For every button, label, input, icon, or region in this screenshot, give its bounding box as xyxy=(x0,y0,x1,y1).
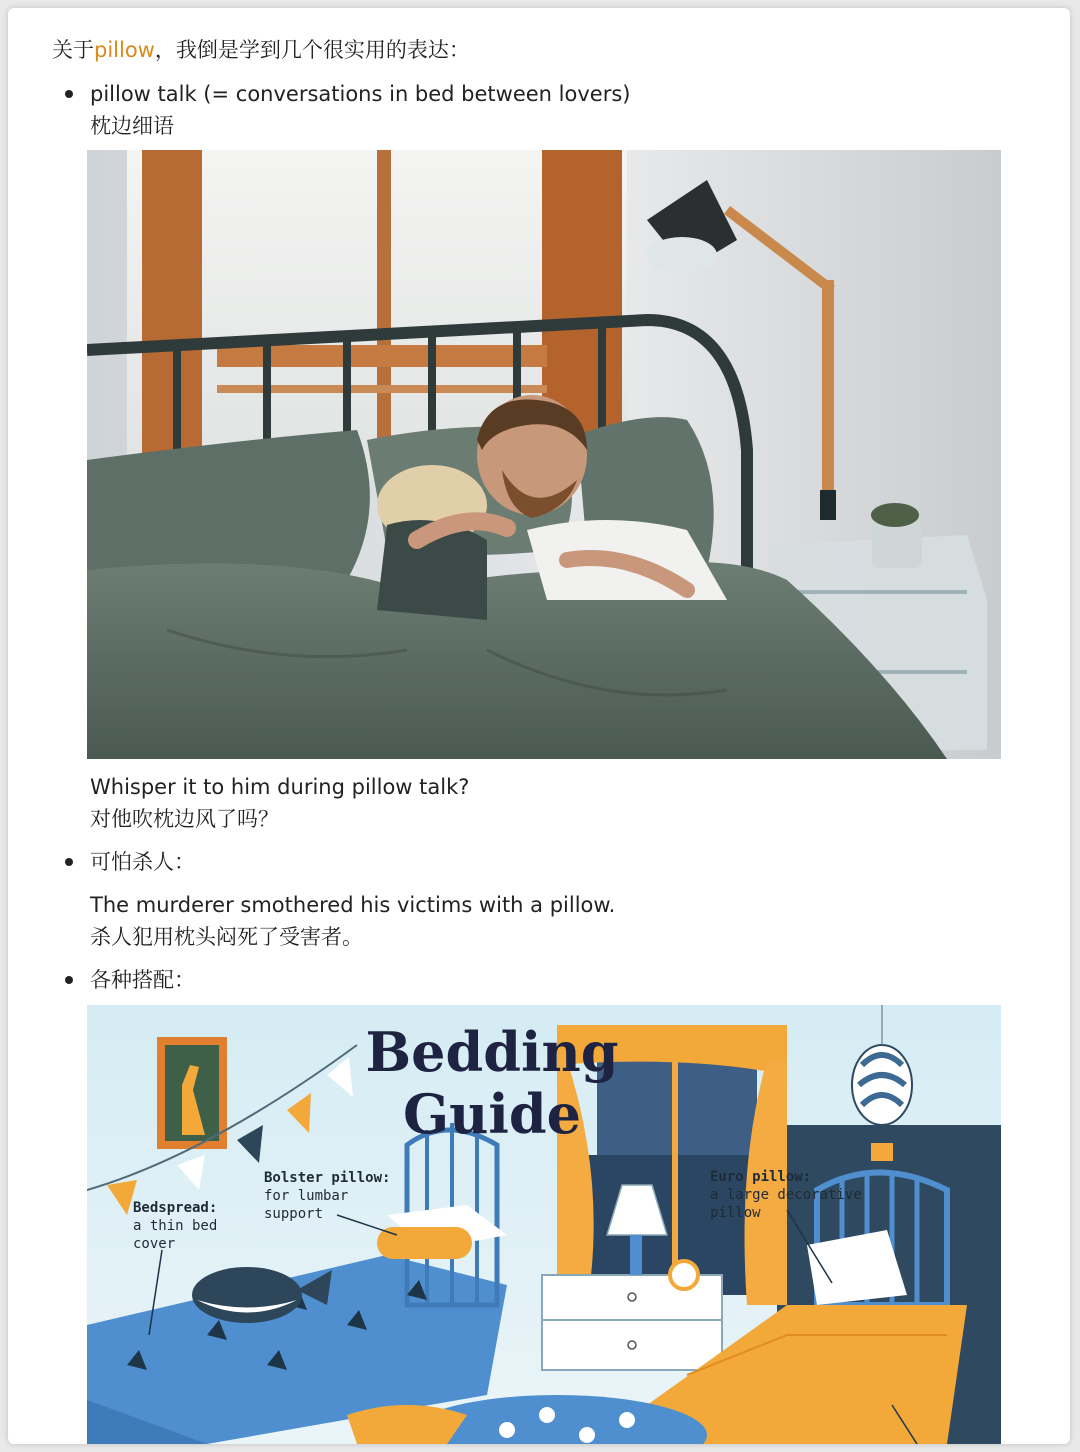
bedding-guide-title-line1: Bedding xyxy=(365,1020,619,1084)
item-1-title: pillow talk (= conversations in bed between lovers) xyxy=(90,82,631,106)
item-2-example-en: The murderer smothered his victims with a pillow. xyxy=(90,893,616,917)
euro-pillow-label-title: Euro pillow: xyxy=(710,1169,812,1185)
intro-suffix: ，我倒是学到几个很实用的表达： xyxy=(154,38,470,62)
bedspread-label-desc-1: a thin bed xyxy=(133,1218,218,1234)
bedding-guide-title-line2: Guide xyxy=(402,1082,582,1146)
euro-pillow-label-desc-2: pillow xyxy=(710,1205,761,1221)
euro-pillow-label-desc-1: a large decorative xyxy=(710,1187,862,1203)
couple-in-bed-photo xyxy=(87,150,1001,759)
article-card xyxy=(8,8,1070,1444)
bolster-label-desc-2: support xyxy=(264,1206,324,1222)
bolster-label-desc-1: for lumbar xyxy=(264,1188,349,1204)
bullet-dot xyxy=(65,90,73,98)
item-1-subtitle: 枕边细语 xyxy=(90,114,174,138)
bullet-dot xyxy=(65,976,73,984)
intro-highlight-word: pillow xyxy=(94,38,155,62)
bolster-label-title: Bolster pillow: xyxy=(264,1170,391,1186)
item-2-example-zh: 杀人犯用枕头闷死了受害者。 xyxy=(90,925,363,949)
item-1-example-zh: 对他吹枕边风了吗？ xyxy=(90,807,279,831)
bullet-dot xyxy=(65,858,73,866)
intro-paragraph xyxy=(52,34,470,66)
bedspread-label-desc-2: cover xyxy=(133,1236,176,1252)
bedspread-label-title: Bedspread: xyxy=(133,1200,218,1216)
item-1-example-en: Whisper it to him during pillow talk? xyxy=(90,775,470,799)
bedding-guide-illustration xyxy=(87,1005,1001,1444)
item-2-title: 可怕杀人： xyxy=(90,850,195,874)
intro-prefix: 关于 xyxy=(52,38,94,62)
item-3-title: 各种搭配： xyxy=(90,968,195,992)
